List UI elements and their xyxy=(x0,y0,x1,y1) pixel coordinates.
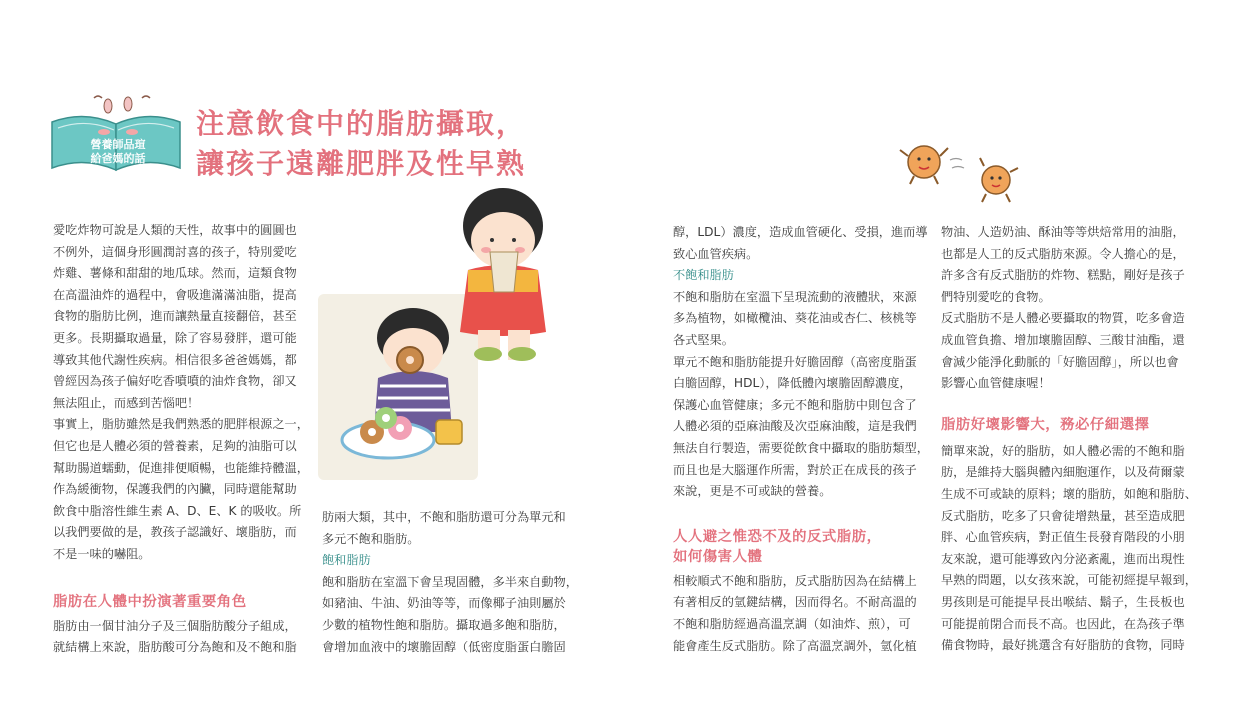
text-line: 有著相反的氫鍵結構，因而得名。不耐高溫的 xyxy=(673,595,917,610)
col3-third-paragraph xyxy=(673,352,929,503)
text-line: 曾經因為孩子偏好吃香噴噴的油炸食物，卻又 xyxy=(53,374,297,389)
text-line: 成血管負擔、增加壞膽固醇、三酸甘油酯，還 xyxy=(941,332,1185,347)
col1-intro-paragraph xyxy=(53,220,309,414)
text-line: 可能提前閉合而長不高。也因此，在為孩子準 xyxy=(941,616,1185,631)
text-line: 無法自行製造，需要從飲食中攝取的脂肪類型， xyxy=(673,440,929,455)
text-line: 多為植物，如橄欖油、葵花油或杏仁、核桃等 xyxy=(673,311,917,326)
text-line: 食物的脂肪比例，進而讓熱量直接翻倍，甚至 xyxy=(53,309,297,324)
col4-second-paragraph xyxy=(941,308,1197,394)
text-line: 就結構上來說，脂肪酸可分為飽和及不飽和脂 xyxy=(53,640,297,655)
col3-first-paragraph xyxy=(673,222,929,265)
text-line: 如豬油、牛油、奶油等等，而像椰子油則屬於 xyxy=(322,596,566,611)
text-line: 肪兩大類，其中，不飽和脂肪還可分為單元和 xyxy=(322,510,566,524)
text-line: 能會產生反式脂肪。除了高溫烹調外，氫化植 xyxy=(673,638,917,653)
badge-line-2: 給爸媽的話 xyxy=(90,152,146,165)
col3-second-paragraph xyxy=(673,287,929,352)
text-line: 們特別愛吃的食物。 xyxy=(941,289,1051,304)
col1-second-paragraph xyxy=(53,414,309,565)
text-line: 男孩則是可能提早長出喉結、鬍子，生長板也 xyxy=(941,594,1185,609)
text-line: 友來說，還可能導致內分泌紊亂，進而出現性 xyxy=(941,551,1185,566)
text-line: 人體必須的亞麻油酸及次亞麻油酸，這是我們 xyxy=(673,419,917,434)
text-line: 醇，LDL）濃度，造成血管硬化、受損，進而導 xyxy=(673,225,928,239)
text-line: 幫助腸道蠕動，促進排便順暢，也能維持體溫， xyxy=(53,460,309,475)
text-line: 備食物時，最好挑選含有好脂肪的食物，同時 xyxy=(941,638,1185,653)
section-heading-trans-fat xyxy=(673,527,929,567)
text-line: 不飽和脂肪在室溫下呈現流動的液體狀，來源 xyxy=(673,289,917,304)
text-line: 作為緩衝物，保護我們的內臟，同時還能幫助 xyxy=(53,482,297,497)
text-line: 會減少能淨化動脈的「好膽固醇」，所以也會 xyxy=(941,354,1179,369)
cookie-characters-illustration xyxy=(898,136,1026,206)
text-line: 早熟的問題，以女孩來說，可能初經提早報到， xyxy=(941,573,1197,588)
page-title xyxy=(196,104,526,184)
text-line: 不飽和脂肪經過高溫烹調（如油炸、煎），可 xyxy=(673,616,911,631)
section-heading-choose-fat: 脂肪好壞影響大，務必仔細選擇 xyxy=(941,416,1150,433)
column-3 xyxy=(673,222,929,657)
text-line: 物油、人造奶油、酥油等等烘焙常用的油脂， xyxy=(941,225,1185,239)
text-line: 會增加血液中的壞膽固醇（低密度脂蛋白膽固 xyxy=(322,639,566,654)
heading-line-1: 人人避之惟恐不及的反式脂肪， xyxy=(673,528,882,545)
text-line: 白膽固醇，HDL），降低體內壞膽固醇濃度， xyxy=(673,376,912,391)
text-line: 不例外，這個身形圓潤討喜的孩子，特別愛吃 xyxy=(53,244,297,259)
text-line: 也都是人工的反式脂肪來源。令人擔心的是， xyxy=(941,246,1185,261)
text-line: 在高溫油炸的過程中，會吸進滿滿油脂，提高 xyxy=(53,287,297,302)
col2-second-paragraph xyxy=(322,572,578,658)
text-line: 生成不可或缺的原料；壞的脂肪，如飽和脂肪、 xyxy=(941,486,1197,501)
text-line: 反式脂肪，吃多了只會徒增熱量，甚至造成肥 xyxy=(941,508,1185,523)
text-line: 事實上，脂肪雖然是我們熟悉的肥胖根源之一， xyxy=(53,417,309,432)
nutritionist-badge xyxy=(48,92,186,174)
text-line: 但它也是人體必須的營養素，足夠的油脂可以 xyxy=(53,438,297,453)
children-eating-illustration xyxy=(318,182,558,480)
text-line: 許多含有反式脂肪的炸物、糕點，剛好是孩子 xyxy=(941,268,1185,283)
badge-text xyxy=(78,138,158,166)
text-line: 簡單來說，好的脂肪，如人體必需的不飽和脂 xyxy=(941,443,1185,458)
col4-first-paragraph xyxy=(941,222,1197,308)
text-line: 相較順式不飽和脂肪，反式脂肪因為在結構上 xyxy=(673,573,917,588)
text-line: 炸雞、薯條和甜甜的地瓜球。然而，這類食物 xyxy=(53,266,297,281)
column-4 xyxy=(941,222,1197,657)
text-line: 多元不飽和脂肪。 xyxy=(322,531,420,546)
text-line: 脂肪由一個甘油分子及三個脂肪酸分子組成， xyxy=(53,618,297,633)
children-donut-illustration xyxy=(318,182,558,480)
title-line-2: 讓孩子遠離肥胖及性早熟 xyxy=(196,147,527,180)
col1-third-paragraph xyxy=(53,616,309,659)
cookie-mascot-icon xyxy=(898,136,1026,206)
text-line: 而且也是大腦運作所需，對於正在成長的孩子 xyxy=(673,462,917,477)
column-1 xyxy=(53,220,309,659)
text-line: 單元不飽和脂肪能提升好膽固醇（高密度脂蛋 xyxy=(673,354,917,369)
text-line: 胖、心血管疾病，對正值生長發育階段的小朋 xyxy=(941,530,1185,545)
text-line: 導致其他代謝性疾病。相信很多爸爸媽媽，都 xyxy=(53,352,297,367)
text-line: 不是一味的嚇阻。 xyxy=(53,546,151,561)
text-line: 致心血管疾病。 xyxy=(673,246,759,261)
text-line: 愛吃炸物可說是人類的天性，故事中的圓圓也 xyxy=(53,223,297,237)
col2-first-paragraph xyxy=(322,507,578,550)
text-line: 更多。長期攝取過量，除了容易發胖，還可能 xyxy=(53,330,297,345)
text-line: 來說，更是不可或缺的營養。 xyxy=(673,484,832,499)
text-line: 無法阻止，而感到苦惱吧！ xyxy=(53,395,200,410)
text-line: 保護心血管健康；多元不飽和脂肪中則包含了 xyxy=(673,397,917,412)
text-line: 少數的植物性飽和脂肪。攝取過多飽和脂肪， xyxy=(322,617,566,632)
text-line: 反式脂肪不是人體必要攝取的物質，吃多會造 xyxy=(941,311,1185,326)
col4-third-paragraph xyxy=(941,441,1197,657)
col3-fourth-paragraph xyxy=(673,571,929,657)
badge-line-1: 營養師品瑄 xyxy=(90,138,146,151)
text-line: 肪，是維持大腦與體內細胞運作，以及荷爾蒙 xyxy=(941,465,1185,480)
text-line: 飽和脂肪在室溫下會呈現固體，多半來自動物， xyxy=(322,574,578,589)
subheading-unsaturated-fat: 不飽和脂肪 xyxy=(673,268,734,283)
section-heading-fat-role: 脂肪在人體中扮演著重要角色 xyxy=(53,593,247,610)
text-line: 各式堅果。 xyxy=(673,332,734,347)
column-2 xyxy=(322,507,578,658)
subheading-saturated-fat: 飽和脂肪 xyxy=(322,553,371,568)
text-line: 以我們要做的是，教孩子認識好、壞脂肪，而 xyxy=(53,525,297,540)
title-line-1: 注意飲食中的脂肪攝取， xyxy=(196,107,527,140)
text-line: 飲食中脂溶性維生素 A、D、E、K 的吸收。所 xyxy=(53,503,302,518)
text-line: 影響心血管健康喔！ xyxy=(941,376,1051,391)
heading-line-2: 如何傷害人體 xyxy=(673,548,763,565)
